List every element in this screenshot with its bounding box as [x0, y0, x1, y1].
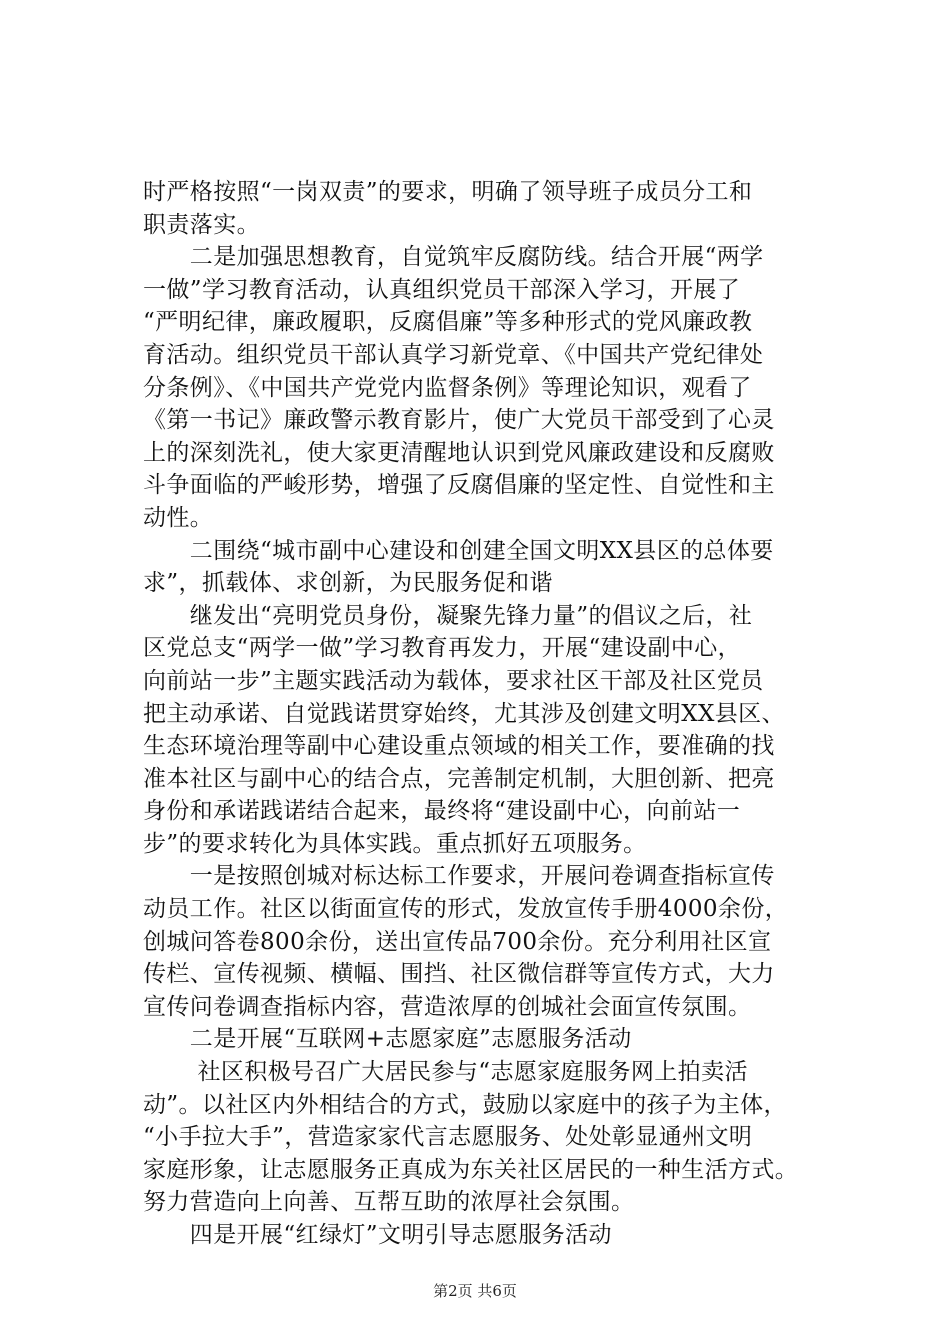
- text-line: 四是开展“红绿灯”文明引导志愿服务活动: [143, 1222, 612, 1248]
- body-text: [143, 176, 843, 1252]
- text-line: “严明纪律，廉政履职，反腐倡廉”等多种形式的党风廉政教: [143, 309, 753, 336]
- text-line: 向前站一步”主题实践活动为载体，要求社区干部及社区党员: [143, 667, 764, 694]
- text-line: 斗争面临的严峻形势，增强了反腐倡廉的坚定性、自觉性和主: [143, 472, 775, 499]
- text-line: 宣传问卷调查指标内容，营造浓厚的创城社会面宣传氛围。: [143, 993, 752, 1020]
- page-footer: 第2页 共6页: [433, 1282, 517, 1300]
- text-line: 上的深刻洗礼，使大家更清醒地认识到党风廉政建设和反腐败: [143, 439, 775, 466]
- text-line: 努力营造向上向善、互帮互助的浓厚社会氛围。: [143, 1189, 635, 1216]
- text-line: 时严格按照“一岗双责”的要求，明确了领导班子成员分工和: [143, 179, 753, 205]
- text-line: 二是加强思想教育，自觉筑牢反腐防线。结合开展“两学: [143, 244, 764, 271]
- text-line: 二是开展“互联网+志愿家庭”志愿服务活动: [143, 1026, 632, 1053]
- text-line: 动性。: [143, 504, 214, 531]
- text-line: 一是按照创城对标达标工作要求，开展问卷调查指标宣传: [143, 863, 775, 890]
- text-line: 一做”学习教育活动，认真组织党员干部深入学习，开展了: [143, 276, 741, 303]
- text-line: 身份和承诺践诺结合起来，最终将“建设副中心，向前站一: [143, 798, 741, 825]
- text-line: 准本社区与副中心的结合点，完善制定机制，大胆创新、把亮: [143, 765, 775, 792]
- text-line: 分条例》、《中国共产党党内监督条例》等理论知识，观看了: [143, 374, 752, 401]
- text-line: 社区积极号召广大居民参与“志愿家庭服务网上拍卖活: [143, 1059, 748, 1086]
- text-line: 继发出“亮明党员身份，凝聚先锋力量”的倡议之后，社: [143, 602, 753, 629]
- text-line: 区党总支“两学一做”学习教育再发力，开展“建设副中心，: [143, 635, 742, 662]
- text-line: 育活动。组织党员干部认真学习新党章、《中国共产党纪律处: [143, 341, 764, 368]
- text-line: 二围绕“城市副中心建设和创建全国文明XX县区的总体要: [143, 537, 774, 564]
- text-line: 传栏、宣传视频、横幅、围挡、社区微信群等宣传方式，大力: [143, 961, 775, 988]
- text-line: 家庭形象，让志愿服务正真成为东关社区居民的一种生活方式。: [143, 1156, 799, 1183]
- text-line: 《第一书记》廉政警示教育影片，使广大党员干部受到了心灵: [143, 407, 775, 434]
- text-line: 求”，抓载体、求创新，为民服务促和谐: [143, 570, 553, 597]
- text-line: 步”的要求转化为具体实践。重点抓好五项服务。: [143, 830, 647, 857]
- text-line: 把主动承诺、自觉践诺贯穿始终，尤其涉及创建文明XX县区、: [143, 700, 785, 727]
- text-line: 职责落实。: [143, 211, 260, 238]
- text-line: 动”。以社区内外相结合的方式，鼓励以家庭中的孩子为主体，: [143, 1091, 787, 1118]
- text-line: 创城问答卷800余份，送出宣传品700余份。充分利用社区宣: [143, 928, 772, 955]
- text-line: 动员工作。社区以街面宣传的形式，发放宣传手册4000余份，: [143, 896, 789, 923]
- text-line: “小手拉大手”，营造家家代言志愿服务、处处彰显通州文明: [143, 1124, 753, 1151]
- text-line: 生态环境治理等副中心建设重点领域的相关工作，要准确的找: [143, 733, 775, 760]
